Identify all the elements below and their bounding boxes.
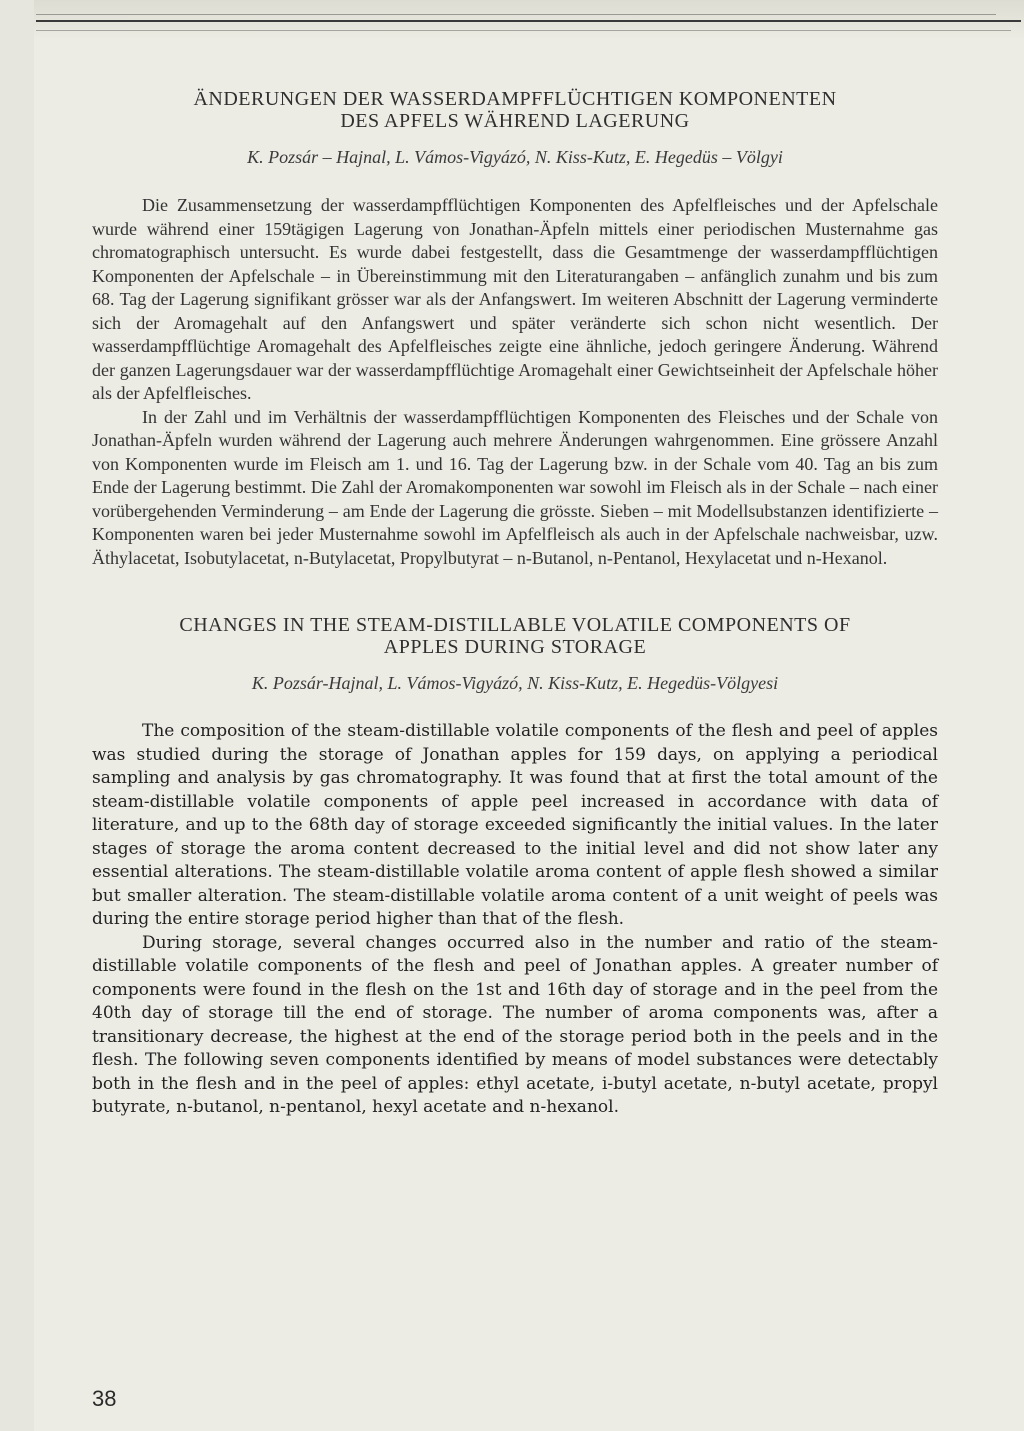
top-rule (36, 14, 996, 15)
english-authors: K. Pozsár-Hajnal, L. Vámos-Vigyázó, N. Kiss-Kutz, E. Hegedüs-Völgyesi (251, 673, 779, 693)
german-paragraph: In der Zahl und im Verhältnis der wasserdampfflüchtigen Komponenten des Fleisches und der Schale von Jonathan-Äpfeln wurden während der Lagerung auch mehrere Änderungen wahrgenommen. Eine grössere Anzahl von Komponenten wurde im Fleisch am 1. und 16. Tag der Lagerung bzw. in der Schale vom 40. Tag an bis zum Ende der Lagerung bestimmt. Die Zahl der Aromakomponenten war sowohl im Fleisch als in der Schale – nach einer vorübergehenden Verminderung – am Ende der Lagerung die grösste. Sieben – mit Modellsubstanzen identifizierte – Komponenten waren bei jeder Musternahme sowohl im Apfelfleisch als auch in der Apfelschale nachweisbar, uzw. Äthylacetat, Isobutylacetat, n-Butylacetat, Propylbutyrat – n-Butanol, n-Pentanol, Hexylacetat und n-Hexanol. (92, 406, 938, 568)
top-rule (36, 30, 1011, 31)
german-title-line-2: DES APFELS WÄHREND LAGERUNG (340, 110, 690, 132)
german-abstract-section (92, 88, 938, 570)
english-paragraph: During storage, several changes occurred also in the number and ratio of the steam-distillable volatile components of the flesh and peel of Jonathan apples. A greater number of components were found in the flesh on the 1st and 16th day of storage and in the peel from the 40th day of storage till the end of storage. The number of aroma components was, after a transitionary decrease, the highest at the end of the storage period both in the peels and in the flesh. The following seven components identified by means of model substances were detectably both in the flesh and in the peel of apples: ethyl acetate, i-butyl acetate, n-butyl acetate, propyl butyrate, n-butanol, n-pentanol, hexyl acetate and n-hexanol. (92, 932, 938, 1117)
german-title-line-1: ÄNDERUNGEN DER WASSERDAMPFFLÜCHTIGEN KOMPONENTEN (193, 88, 837, 110)
german-abstract (92, 194, 938, 570)
page-left-margin (0, 0, 34, 1431)
english-title-line-2: APPLES DURING STORAGE (383, 636, 647, 658)
english-paragraph: The composition of the steam-distillable volatile components of the flesh and peel of apples was studied during the storage of Jonathan apples for 159 days, on applying a periodical sampling and analysis by gas chromatography. It was found that at first the total amount of the steam-distillable volatile components of apple peel increased in accordance with data of literature, and up to the 68th day of storage exceeded significantly the initial values. In the later stages of storage the aroma content decreased to the initial level and did not show later any essential alterations. The steam-distillable volatile aroma content of apple flesh showed a similar but smaller alteration. The steam-distillable volatile aroma content of a unit weight of peels was during the entire storage period higher than that of the flesh. (92, 721, 938, 929)
page-number: 38 (92, 1386, 117, 1411)
english-abstract (92, 720, 938, 1120)
top-rule (36, 20, 1021, 22)
page-content (92, 88, 938, 1120)
german-paragraph: Die Zusammensetzung der wasserdampfflüchtigen Komponenten des Apfelfleisches und der Apfelschale wurde während einer 159tägigen Lagerung von Jonathan-Äpfeln mittels einer periodischen Musternahme gas chromatographisch untersucht. Es wurde dabei festgestellt, dass die Gesamtmenge der wasserdampfflüchtigen Komponenten der Apfelschale – in Übereinstimmung mit den Literaturangaben – anfänglich zunahm und bis zum 68. Tag der Lagerung signifikant grösser war als der Anfangswert. Im weiteren Abschnitt der Lagerung verminderte sich der Aromagehalt auf den Anfangswert und später veränderte sich schon nicht wesentlich. Der wasserdampfflüchtige Aromagehalt des Apfelfleisches zeigte eine ähnliche, jedoch geringere Änderung. Während der ganzen Lagerungsdauer war der wasserdampfflüchtige Aromagehalt einer Gewichtseinheit der Apfelschale höher als der Apfelfleisches. (92, 195, 938, 403)
german-title (92, 88, 938, 132)
german-authors: K. Pozsár – Hajnal, L. Vámos-Vigyázó, N. Kiss-Kutz, E. Hegedüs – Völgyi (247, 147, 783, 167)
english-title (92, 614, 938, 658)
english-title-line-1: CHANGES IN THE STEAM-DISTILLABLE VOLATILE COMPONENTS OF (179, 614, 851, 636)
english-abstract-section (92, 614, 938, 1120)
